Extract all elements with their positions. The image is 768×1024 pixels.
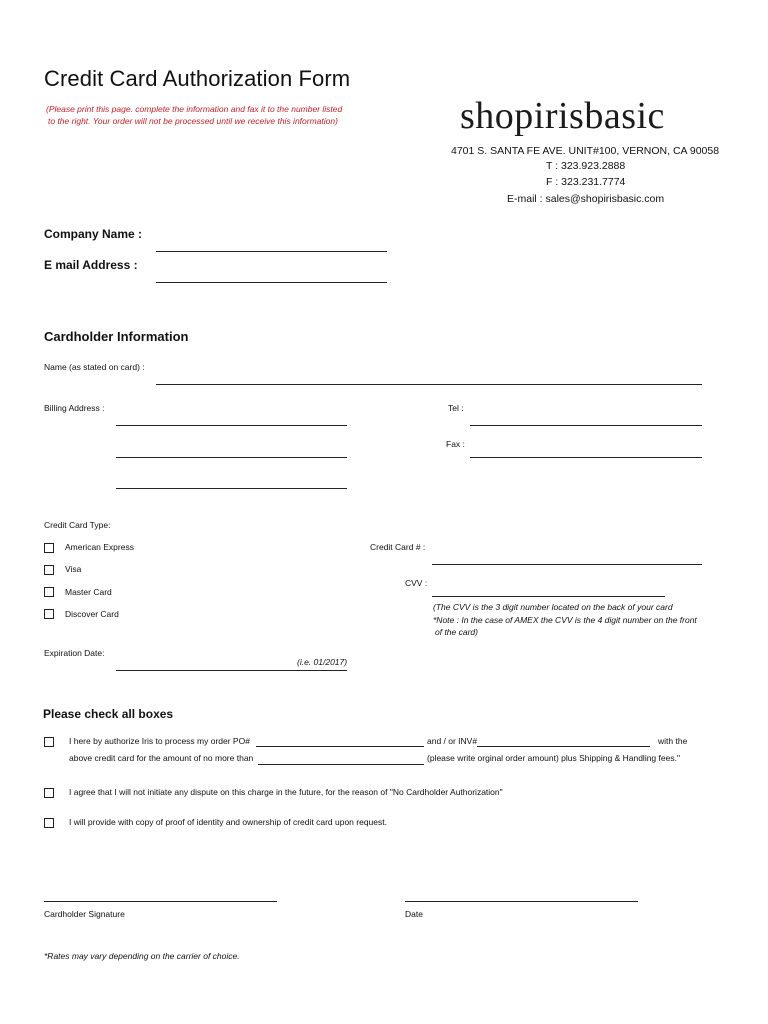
expiration-date-label: Expiration Date: [44, 648, 105, 658]
discover-card-checkbox[interactable] [44, 609, 54, 619]
authorize-text-part-4: above credit card for the amount of no more than [69, 753, 254, 763]
cardholder-section-heading: Cardholder Information [44, 329, 189, 344]
instructions-line-2: to the right. Your order will not be processed until we receive this information) [48, 116, 338, 126]
visa-checkbox[interactable] [44, 565, 54, 575]
authorize-text-part-2: and / or INV# [427, 736, 478, 746]
company-address: 4701 S. SANTA FE AVE. UNIT#100, VERNON, CA 90058 [451, 145, 720, 157]
company-email: E-mail : sales@shopirisbasic.com [507, 193, 665, 205]
cardholder-name-label: Name (as stated on card) : [44, 362, 145, 372]
authorize-text-part-3: with the [658, 736, 688, 746]
billing-address-field-3[interactable] [116, 488, 347, 489]
expiration-date-field[interactable] [116, 670, 347, 671]
email-address-field[interactable] [156, 282, 387, 283]
card-number-label: Credit Card # : [370, 542, 426, 552]
authorize-text-part-5: (please write orginal order amount) plus Shipping & Handling fees." [427, 753, 680, 763]
authorize-checkbox[interactable] [44, 737, 54, 747]
tel-field[interactable] [470, 425, 702, 426]
rates-note: *Rates may vary depending on the carrier of choice. [44, 951, 240, 961]
fax-label: Fax : [446, 439, 465, 449]
company-name-field[interactable] [156, 251, 387, 252]
card-type-label: Credit Card Type: [44, 520, 111, 530]
cvv-field[interactable] [432, 596, 665, 597]
expiration-date-hint: (i.e. 01/2017) [297, 657, 348, 667]
brand-logo: shopirisbasic [460, 95, 665, 137]
date-label: Date [405, 909, 423, 919]
company-fax: F : 323.231.7774 [546, 176, 626, 188]
visa-label: Visa [65, 564, 82, 574]
american-express-label: American Express [65, 542, 134, 552]
billing-address-field-1[interactable] [116, 425, 347, 426]
proof-of-identity-checkbox[interactable] [44, 818, 54, 828]
form-title: Credit Card Authorization Form [44, 66, 351, 91]
cardholder-name-field[interactable] [156, 384, 702, 385]
billing-address-label: Billing Address : [44, 403, 105, 413]
cvv-note-line-3: of the card) [435, 627, 478, 637]
billing-address-field-2[interactable] [116, 457, 347, 458]
tel-label: Tel : [448, 403, 464, 413]
cvv-note-line-1: (The CVV is the 3 digit number located on the back of your card [433, 602, 673, 612]
date-field[interactable] [405, 901, 638, 902]
instructions-line-1: (Please print this page. complete the information and fax it to the number listed [46, 104, 343, 114]
master-card-checkbox[interactable] [44, 587, 54, 597]
proof-of-identity-text: I will provide with copy of proof of identity and ownership of credit card upon request. [69, 817, 387, 827]
fax-field[interactable] [470, 457, 702, 458]
american-express-checkbox[interactable] [44, 543, 54, 553]
order-amount-field[interactable] [258, 764, 424, 765]
inv-number-field[interactable] [477, 746, 650, 747]
po-number-field[interactable] [256, 746, 424, 747]
card-number-field[interactable] [432, 564, 702, 565]
signature-field[interactable] [44, 901, 277, 902]
discover-card-label: Discover Card [65, 609, 119, 619]
master-card-label: Master Card [65, 587, 112, 597]
check-boxes-heading: Please check all boxes [43, 707, 174, 721]
company-name-label: Company Name : [44, 227, 143, 241]
no-dispute-checkbox[interactable] [44, 788, 54, 798]
cvv-label: CVV : [405, 578, 428, 588]
cvv-note-line-2: *Note : In the case of AMEX the CVV is the 4 digit number on the front [433, 615, 697, 625]
email-address-label: E mail Address : [44, 258, 138, 272]
signature-label: Cardholder Signature [44, 909, 125, 919]
no-dispute-text: I agree that I will not initiate any dispute on this charge in the future, for the reason of "No Cardholder Authorization" [69, 787, 503, 797]
company-phone: T : 323.923.2888 [546, 160, 626, 172]
authorize-text-part-1: I here by authorize Iris to process my order PO# [69, 736, 250, 746]
